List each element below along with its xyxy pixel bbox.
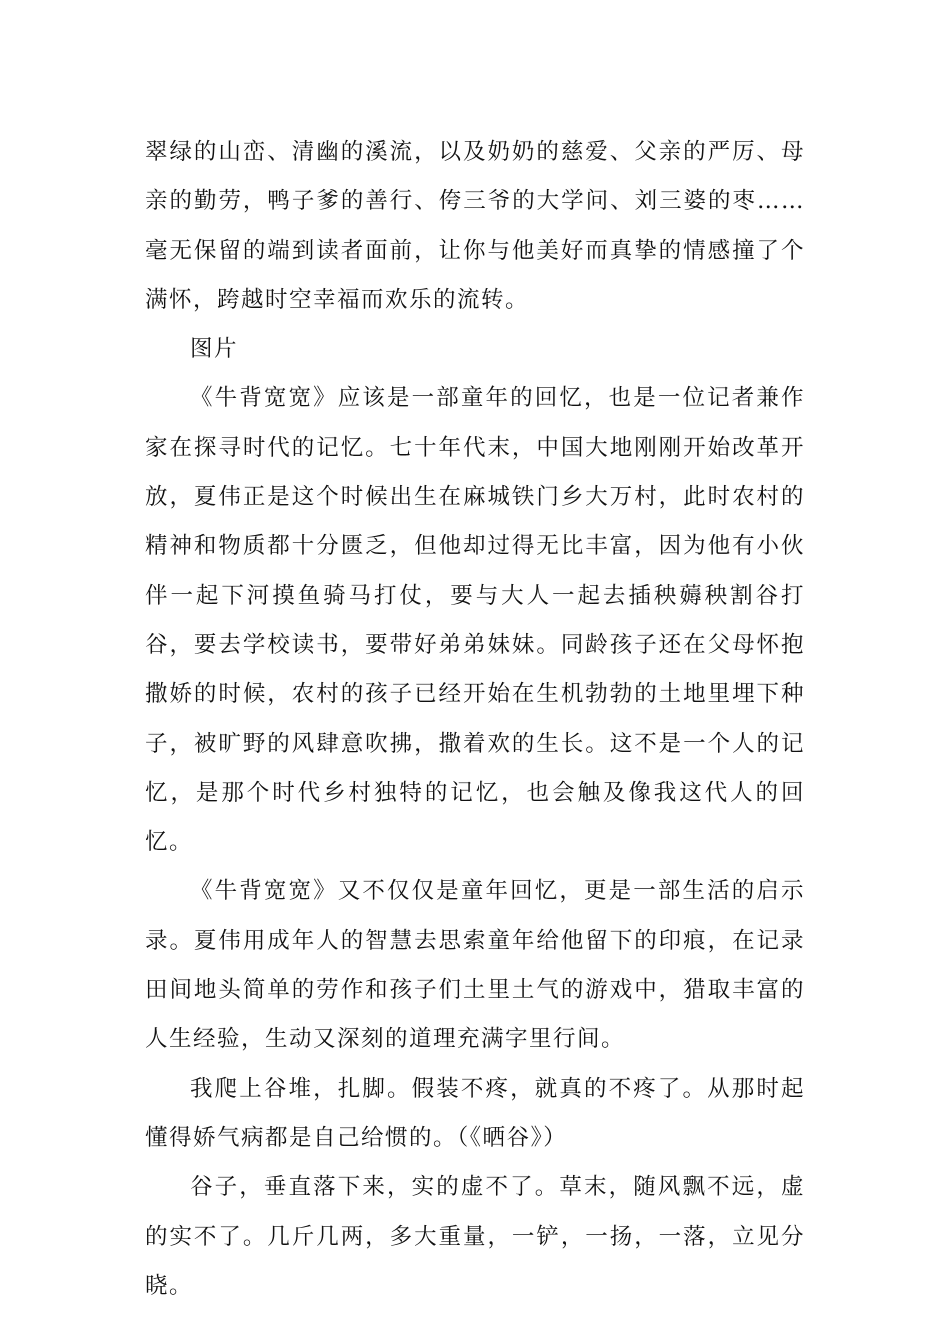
paragraph-5: 谷子，垂直落下来，实的虚不了。草末，随风飘不远，虚的实不了。几斤几两，多大重量，一铲，一扬，一落，立见分晓。 (145, 1174, 805, 1299)
paragraph-1: 翠绿的山峦、清幽的溪流，以及奶奶的慈爱、父亲的严厉、母亲的勤劳，鸭子爹的善行、侉三爷的大学问、刘三婆的枣……毫无保留的端到读者面前，让你与他美好而真挚的情感撞了个满怀，跨越时空幸福而欢乐的流转。 (145, 139, 805, 313)
paragraph-3: 《牛背宽宽》又不仅仅是童年回忆，更是一部生活的启示录。夏伟用成年人的智慧去思索童年给他留下的印痕，在记录田间地头简单的劳作和孩子们土里土气的游戏中，猎取丰富的人生经验，生动又深刻的道理充满字里行间。 (145, 878, 805, 1053)
image-placeholder-label: 图片 (190, 336, 239, 363)
paragraph-2: 《牛背宽宽》应该是一部童年的回忆，也是一位记者兼作家在探寻时代的记忆。七十年代末，中国大地刚刚开始改革开放，夏伟正是这个时候出生在麻城铁门乡大万村，此时农村的精神和物质都十分匮乏，但他却过得无比丰富，因为他有小伙伴一起下河摸鱼骑马打仗，要与大人一起去插秧薅秧割谷打谷，要去学校读书，要带好弟弟妹妹。同龄孩子还在父母怀抱撒娇的时候，农村的孩子已经开始在生机勃勃的土地里埋下种子，被旷野的风肆意吹拂，撒着欢的生长。这不是一个人的记忆，是那个时代乡村独特的记忆，也会触及像我这代人的回忆。 (145, 385, 805, 856)
article-body (145, 128, 805, 1311)
paragraph-4: 我爬上谷堆，扎脚。假装不疼，就真的不疼了。从那时起懂得娇气病都是自己给惯的。（《晒谷》） (145, 1075, 805, 1151)
